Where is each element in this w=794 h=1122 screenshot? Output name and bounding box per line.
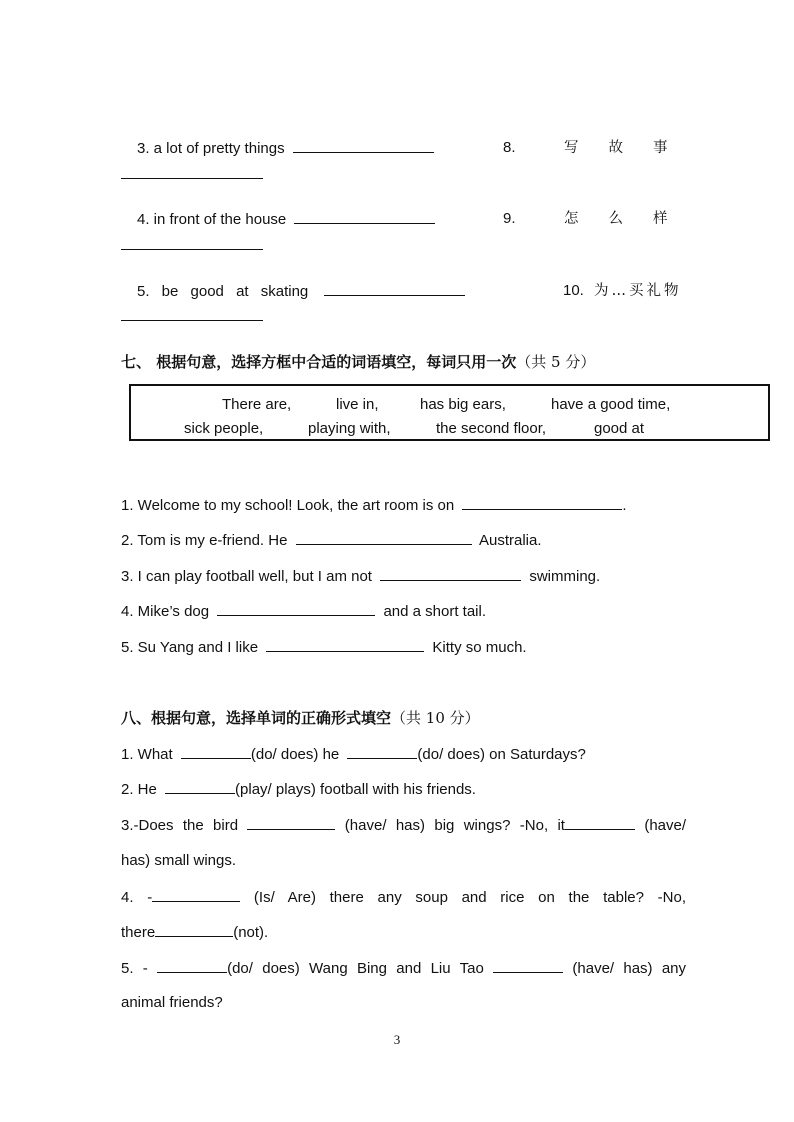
section-7-item-2 — [121, 530, 542, 551]
item-text: 2. He — [121, 781, 157, 798]
answer-blank[interactable] — [181, 744, 251, 759]
item-text: (do/ does) on Saturdays? — [417, 746, 586, 763]
section-8-item-5-cont: animal friends? — [121, 994, 223, 1011]
vocab-item-4-text: 4. in front of the house — [137, 211, 287, 228]
word-bank-word: There are, — [222, 396, 292, 413]
item-text: 4. - — [121, 889, 153, 906]
answer-blank[interactable] — [347, 744, 417, 759]
section-8-item-3-cont: has) small wings. — [121, 852, 237, 869]
item-text: 5. Su Yang and I like — [121, 639, 259, 656]
item-text: . — [622, 497, 627, 514]
answer-blank[interactable] — [266, 637, 424, 652]
item-text: (Is/ Are) there any soup and rice on the table? — [253, 889, 644, 906]
item-text: 2. Tom is my e-friend. He — [121, 532, 288, 549]
answer-blank[interactable] — [157, 958, 227, 973]
vocab-item-8-num: 8. — [503, 139, 516, 156]
word-bank-word: the second floor, — [436, 420, 547, 437]
answer-blank[interactable] — [155, 922, 233, 937]
answer-blank[interactable] — [565, 815, 635, 830]
item-text: Kitty so much. — [432, 639, 527, 656]
section-8-item-5 — [121, 958, 686, 979]
item-text: -No, — [657, 889, 687, 906]
word-bank-word: has big ears, — [420, 396, 506, 413]
vocab-item-3 — [137, 138, 434, 159]
answer-blank[interactable] — [462, 495, 622, 510]
answer-blank[interactable] — [121, 178, 263, 179]
section-8-heading — [121, 708, 480, 728]
item-text: (play/ plays) football with his friends. — [235, 781, 476, 798]
vocab-item-10-chinese: 为…买礼物 — [594, 283, 682, 299]
item-text: (have/ has) big wings? — [344, 817, 511, 834]
vocab-item-10-num: 10. — [563, 282, 584, 299]
section-8-score: （共 10 分） — [391, 709, 480, 727]
item-text: (have/ — [644, 817, 687, 834]
vocab-item-3-text: 3. a lot of pretty things — [137, 140, 285, 157]
item-text: 1. Welcome to my school! Look, the art room is on — [121, 497, 455, 514]
vocab-item-9-num: 9. — [503, 210, 516, 227]
item-text: (not). — [233, 924, 269, 941]
answer-blank[interactable] — [247, 815, 335, 830]
word-bank-word: live in, — [336, 396, 379, 413]
answer-blank[interactable] — [293, 138, 434, 153]
answer-blank[interactable] — [121, 320, 263, 321]
item-text: Australia. — [478, 532, 542, 549]
item-text: (do/ does) he — [250, 746, 340, 763]
word-bank-word: playing with, — [308, 420, 391, 437]
answer-blank[interactable] — [296, 530, 472, 545]
answer-blank[interactable] — [217, 601, 375, 616]
answer-blank[interactable] — [165, 779, 235, 794]
item-text: swimming. — [529, 568, 601, 585]
section-8-item-4 — [121, 887, 686, 908]
word-bank-word: have a good time, — [551, 396, 671, 413]
section-7-item-1 — [121, 495, 627, 516]
answer-blank[interactable] — [324, 281, 465, 296]
item-text: 1. What — [121, 746, 173, 763]
item-text: 3.-Does the bird — [121, 817, 239, 834]
section-8-item-4-cont — [121, 922, 268, 943]
section-8-item-3 — [121, 815, 686, 836]
item-text: there — [121, 924, 156, 941]
section-7-heading — [121, 352, 595, 372]
section-8-item-2 — [121, 779, 476, 800]
section-8-title: 八、根据句意，选择单词的正确形式填空 — [121, 709, 392, 727]
word-bank-word: sick people, — [184, 420, 264, 437]
section-7-title: 七、 根据句意，选择方框中合适的词语填空，每词只用一次 — [121, 353, 517, 371]
vocab-item-4 — [137, 209, 435, 230]
vocab-item-5 — [137, 281, 465, 302]
answer-blank[interactable] — [294, 209, 435, 224]
section-7-item-5 — [121, 637, 527, 658]
section-7-item-4 — [121, 601, 486, 622]
answer-blank[interactable] — [380, 566, 521, 581]
section-7-item-3 — [121, 566, 600, 587]
vocab-item-8-chinese: 写故事 — [564, 140, 698, 156]
word-bank-box — [129, 384, 770, 441]
item-text: 3. I can play football well, but I am not — [121, 568, 372, 585]
section-8-item-1 — [121, 744, 586, 765]
page-number: 3 — [393, 1032, 401, 1047]
answer-blank[interactable] — [493, 958, 563, 973]
answer-blank[interactable] — [152, 887, 240, 902]
section-7-score: （共 5 分） — [516, 353, 596, 371]
vocab-item-9-chinese: 怎么样 — [564, 211, 698, 227]
answer-blank[interactable] — [121, 249, 263, 250]
item-text: -No, it — [519, 817, 565, 834]
word-bank-word: good at — [594, 420, 645, 437]
vocab-item-5-text: 5. be good at skating — [137, 283, 309, 300]
item-text: 5. - — [121, 960, 148, 977]
item-text: (have/ has) any — [572, 960, 687, 977]
item-text: 4. Mike’s dog — [121, 603, 210, 620]
item-text: (do/ does) Wang Bing and Liu Tao — [227, 960, 484, 977]
item-text: and a short tail. — [383, 603, 487, 620]
